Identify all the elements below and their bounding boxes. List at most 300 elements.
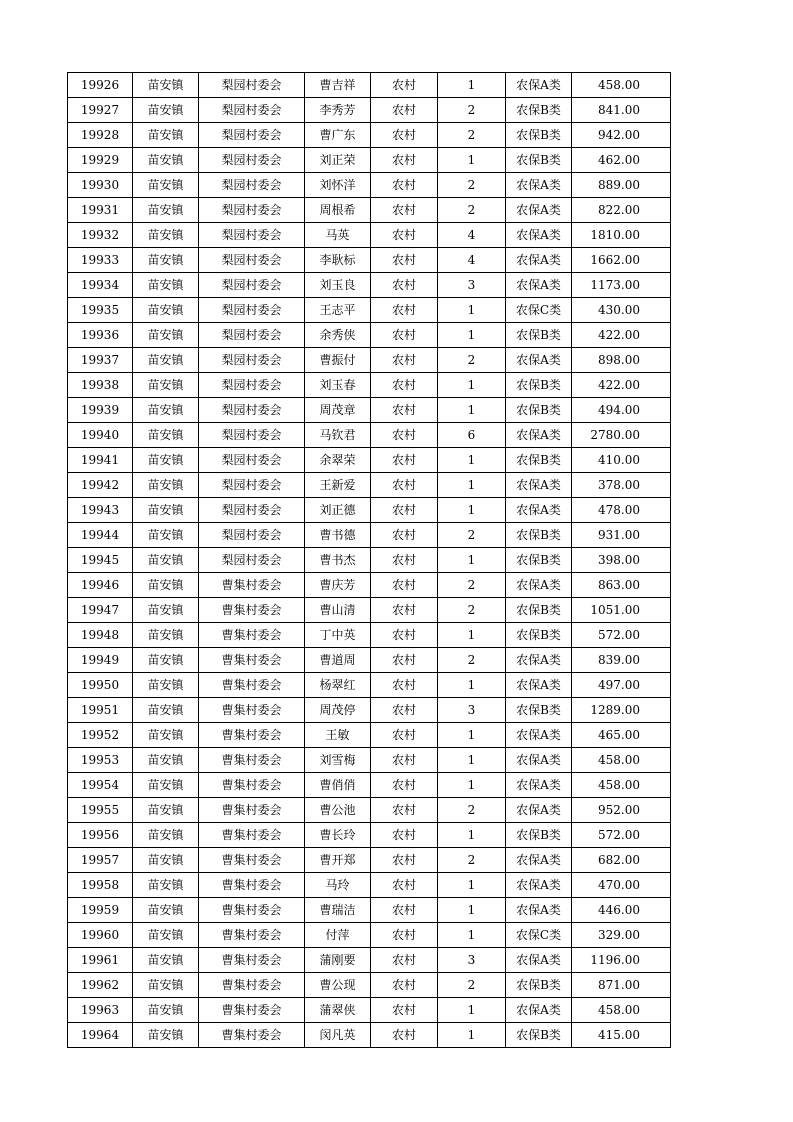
- village-committee-cell: 梨园村委会: [199, 523, 305, 548]
- town-cell: 苗安镇: [133, 523, 199, 548]
- name-cell: 王志平: [305, 298, 371, 323]
- area-type-cell: 农村: [371, 298, 438, 323]
- village-committee-cell: 梨园村委会: [199, 473, 305, 498]
- table-row: [68, 973, 671, 998]
- village-committee-cell: 曹集村委会: [199, 823, 305, 848]
- area-type-cell: 农村: [371, 523, 438, 548]
- area-type-cell: 农村: [371, 373, 438, 398]
- amount-cell: 839.00: [572, 648, 671, 673]
- name-cell: 曹吉祥: [305, 73, 371, 98]
- family-size-cell: 1: [438, 448, 506, 473]
- village-committee-cell: 梨园村委会: [199, 323, 305, 348]
- family-size-cell: 1: [438, 73, 506, 98]
- table-row: [68, 673, 671, 698]
- town-cell: 苗安镇: [133, 723, 199, 748]
- record-id-cell: 19933: [68, 248, 133, 273]
- area-type-cell: 农村: [371, 273, 438, 298]
- town-cell: 苗安镇: [133, 848, 199, 873]
- family-size-cell: 1: [438, 298, 506, 323]
- record-id-cell: 19950: [68, 673, 133, 698]
- family-size-cell: 1: [438, 398, 506, 423]
- town-cell: 苗安镇: [133, 473, 199, 498]
- table-row: [68, 148, 671, 173]
- village-committee-cell: 曹集村委会: [199, 923, 305, 948]
- amount-cell: 2780.00: [572, 423, 671, 448]
- insurance-category-cell: 农保A类: [506, 423, 572, 448]
- table-row: [68, 723, 671, 748]
- name-cell: 王新爱: [305, 473, 371, 498]
- amount-cell: 458.00: [572, 998, 671, 1023]
- insurance-category-cell: 农保A类: [506, 73, 572, 98]
- name-cell: 付萍: [305, 923, 371, 948]
- village-committee-cell: 曹集村委会: [199, 948, 305, 973]
- area-type-cell: 农村: [371, 698, 438, 723]
- name-cell: 马钦君: [305, 423, 371, 448]
- insurance-category-cell: 农保A类: [506, 873, 572, 898]
- town-cell: 苗安镇: [133, 823, 199, 848]
- table-row: [68, 73, 671, 98]
- name-cell: 王敏: [305, 723, 371, 748]
- insurance-category-cell: 农保A类: [506, 273, 572, 298]
- table-row: [68, 548, 671, 573]
- area-type-cell: 农村: [371, 1023, 438, 1048]
- town-cell: 苗安镇: [133, 398, 199, 423]
- name-cell: 马英: [305, 223, 371, 248]
- town-cell: 苗安镇: [133, 373, 199, 398]
- insurance-category-cell: 农保A类: [506, 898, 572, 923]
- family-size-cell: 2: [438, 598, 506, 623]
- record-id-cell: 19927: [68, 98, 133, 123]
- amount-cell: 952.00: [572, 798, 671, 823]
- insurance-category-cell: 农保B类: [506, 823, 572, 848]
- table-row: [68, 273, 671, 298]
- record-id-cell: 19947: [68, 598, 133, 623]
- name-cell: 曹公池: [305, 798, 371, 823]
- name-cell: 曹道周: [305, 648, 371, 673]
- table-row: [68, 498, 671, 523]
- amount-cell: 465.00: [572, 723, 671, 748]
- area-type-cell: 农村: [371, 423, 438, 448]
- record-id-cell: 19955: [68, 798, 133, 823]
- insurance-category-cell: 农保A类: [506, 673, 572, 698]
- amount-cell: 1289.00: [572, 698, 671, 723]
- name-cell: 曹山清: [305, 598, 371, 623]
- town-cell: 苗安镇: [133, 298, 199, 323]
- village-committee-cell: 梨园村委会: [199, 73, 305, 98]
- amount-cell: 889.00: [572, 173, 671, 198]
- name-cell: 刘正德: [305, 498, 371, 523]
- family-size-cell: 1: [438, 873, 506, 898]
- village-committee-cell: 梨园村委会: [199, 98, 305, 123]
- area-type-cell: 农村: [371, 98, 438, 123]
- name-cell: 刘玉春: [305, 373, 371, 398]
- record-id-cell: 19943: [68, 498, 133, 523]
- town-cell: 苗安镇: [133, 573, 199, 598]
- record-id-cell: 19942: [68, 473, 133, 498]
- amount-cell: 462.00: [572, 148, 671, 173]
- village-committee-cell: 梨园村委会: [199, 348, 305, 373]
- village-committee-cell: 梨园村委会: [199, 148, 305, 173]
- town-cell: 苗安镇: [133, 548, 199, 573]
- name-cell: 闵凡英: [305, 1023, 371, 1048]
- village-committee-cell: 曹集村委会: [199, 673, 305, 698]
- table-row: [68, 948, 671, 973]
- table-row: [68, 648, 671, 673]
- town-cell: 苗安镇: [133, 773, 199, 798]
- insurance-category-cell: 农保B类: [506, 973, 572, 998]
- area-type-cell: 农村: [371, 823, 438, 848]
- name-cell: 刘正荣: [305, 148, 371, 173]
- name-cell: 丁中英: [305, 623, 371, 648]
- area-type-cell: 农村: [371, 348, 438, 373]
- table-row: [68, 448, 671, 473]
- town-cell: 苗安镇: [133, 798, 199, 823]
- family-size-cell: 4: [438, 223, 506, 248]
- family-size-cell: 3: [438, 698, 506, 723]
- family-size-cell: 1: [438, 773, 506, 798]
- town-cell: 苗安镇: [133, 923, 199, 948]
- amount-cell: 378.00: [572, 473, 671, 498]
- village-committee-cell: 梨园村委会: [199, 448, 305, 473]
- family-size-cell: 6: [438, 423, 506, 448]
- family-size-cell: 1: [438, 323, 506, 348]
- table-row: [68, 698, 671, 723]
- record-id-cell: 19949: [68, 648, 133, 673]
- name-cell: 曹俏俏: [305, 773, 371, 798]
- amount-cell: 682.00: [572, 848, 671, 873]
- village-committee-cell: 曹集村委会: [199, 873, 305, 898]
- village-committee-cell: 曹集村委会: [199, 698, 305, 723]
- village-committee-cell: 梨园村委会: [199, 198, 305, 223]
- table-row: [68, 773, 671, 798]
- town-cell: 苗安镇: [133, 98, 199, 123]
- family-size-cell: 2: [438, 523, 506, 548]
- table-row: [68, 223, 671, 248]
- insurance-category-cell: 农保B类: [506, 398, 572, 423]
- insurance-category-cell: 农保B类: [506, 623, 572, 648]
- table-row: [68, 848, 671, 873]
- amount-cell: 446.00: [572, 898, 671, 923]
- table-body: [68, 73, 671, 1048]
- area-type-cell: 农村: [371, 223, 438, 248]
- village-committee-cell: 梨园村委会: [199, 298, 305, 323]
- area-type-cell: 农村: [371, 148, 438, 173]
- record-id-cell: 19928: [68, 123, 133, 148]
- table-row: [68, 798, 671, 823]
- insurance-category-cell: 农保A类: [506, 798, 572, 823]
- table-row: [68, 373, 671, 398]
- table-row: [68, 623, 671, 648]
- name-cell: 周茂停: [305, 698, 371, 723]
- amount-cell: 329.00: [572, 923, 671, 948]
- family-size-cell: 1: [438, 723, 506, 748]
- area-type-cell: 农村: [371, 873, 438, 898]
- town-cell: 苗安镇: [133, 898, 199, 923]
- family-size-cell: 2: [438, 848, 506, 873]
- record-id-cell: 19964: [68, 1023, 133, 1048]
- insurance-category-cell: 农保A类: [506, 648, 572, 673]
- insurance-category-cell: 农保A类: [506, 348, 572, 373]
- insurance-category-cell: 农保B类: [506, 98, 572, 123]
- record-id-cell: 19954: [68, 773, 133, 798]
- table-row: [68, 998, 671, 1023]
- family-size-cell: 2: [438, 798, 506, 823]
- record-id-cell: 19946: [68, 573, 133, 598]
- table-row: [68, 898, 671, 923]
- record-id-cell: 19952: [68, 723, 133, 748]
- village-committee-cell: 梨园村委会: [199, 548, 305, 573]
- name-cell: 李秀芳: [305, 98, 371, 123]
- family-size-cell: 1: [438, 148, 506, 173]
- record-id-cell: 19935: [68, 298, 133, 323]
- table-row: [68, 1023, 671, 1048]
- village-committee-cell: 梨园村委会: [199, 423, 305, 448]
- amount-cell: 1662.00: [572, 248, 671, 273]
- amount-cell: 1051.00: [572, 598, 671, 623]
- name-cell: 周根希: [305, 198, 371, 223]
- village-committee-cell: 曹集村委会: [199, 798, 305, 823]
- insurance-category-cell: 农保A类: [506, 573, 572, 598]
- record-id-cell: 19951: [68, 698, 133, 723]
- record-id-cell: 19939: [68, 398, 133, 423]
- village-committee-cell: 梨园村委会: [199, 498, 305, 523]
- village-committee-cell: 曹集村委会: [199, 648, 305, 673]
- record-id-cell: 19945: [68, 548, 133, 573]
- area-type-cell: 农村: [371, 848, 438, 873]
- village-committee-cell: 曹集村委会: [199, 598, 305, 623]
- name-cell: 刘雪梅: [305, 748, 371, 773]
- name-cell: 曹书杰: [305, 548, 371, 573]
- area-type-cell: 农村: [371, 73, 438, 98]
- insurance-category-cell: 农保A类: [506, 773, 572, 798]
- name-cell: 马玲: [305, 873, 371, 898]
- insurance-category-cell: 农保B类: [506, 373, 572, 398]
- town-cell: 苗安镇: [133, 173, 199, 198]
- village-committee-cell: 曹集村委会: [199, 748, 305, 773]
- insurance-category-cell: 农保B类: [506, 448, 572, 473]
- insurance-category-cell: 农保B类: [506, 598, 572, 623]
- town-cell: 苗安镇: [133, 998, 199, 1023]
- insurance-category-cell: 农保C类: [506, 298, 572, 323]
- insurance-category-cell: 农保B类: [506, 698, 572, 723]
- record-id-cell: 19948: [68, 623, 133, 648]
- area-type-cell: 农村: [371, 673, 438, 698]
- family-size-cell: 1: [438, 923, 506, 948]
- insurance-category-cell: 农保A类: [506, 198, 572, 223]
- area-type-cell: 农村: [371, 998, 438, 1023]
- town-cell: 苗安镇: [133, 273, 199, 298]
- name-cell: 曹广东: [305, 123, 371, 148]
- insurance-category-cell: 农保A类: [506, 748, 572, 773]
- area-type-cell: 农村: [371, 623, 438, 648]
- name-cell: 刘怀洋: [305, 173, 371, 198]
- amount-cell: 822.00: [572, 198, 671, 223]
- family-size-cell: 1: [438, 623, 506, 648]
- area-type-cell: 农村: [371, 598, 438, 623]
- name-cell: 余秀侠: [305, 323, 371, 348]
- record-id-cell: 19961: [68, 948, 133, 973]
- area-type-cell: 农村: [371, 473, 438, 498]
- area-type-cell: 农村: [371, 798, 438, 823]
- area-type-cell: 农村: [371, 398, 438, 423]
- record-id-cell: 19962: [68, 973, 133, 998]
- area-type-cell: 农村: [371, 773, 438, 798]
- area-type-cell: 农村: [371, 323, 438, 348]
- family-size-cell: 1: [438, 748, 506, 773]
- amount-cell: 871.00: [572, 973, 671, 998]
- area-type-cell: 农村: [371, 923, 438, 948]
- name-cell: 曹开郑: [305, 848, 371, 873]
- village-committee-cell: 曹集村委会: [199, 1023, 305, 1048]
- amount-cell: 1810.00: [572, 223, 671, 248]
- town-cell: 苗安镇: [133, 223, 199, 248]
- town-cell: 苗安镇: [133, 648, 199, 673]
- family-size-cell: 1: [438, 898, 506, 923]
- village-committee-cell: 梨园村委会: [199, 223, 305, 248]
- insurance-category-cell: 农保A类: [506, 173, 572, 198]
- record-id-cell: 19934: [68, 273, 133, 298]
- area-type-cell: 农村: [371, 173, 438, 198]
- town-cell: 苗安镇: [133, 198, 199, 223]
- village-committee-cell: 曹集村委会: [199, 723, 305, 748]
- insurance-category-cell: 农保A类: [506, 723, 572, 748]
- area-type-cell: 农村: [371, 723, 438, 748]
- table-row: [68, 323, 671, 348]
- town-cell: 苗安镇: [133, 598, 199, 623]
- area-type-cell: 农村: [371, 548, 438, 573]
- record-id-cell: 19930: [68, 173, 133, 198]
- record-id-cell: 19932: [68, 223, 133, 248]
- amount-cell: 430.00: [572, 298, 671, 323]
- amount-cell: 863.00: [572, 573, 671, 598]
- village-committee-cell: 曹集村委会: [199, 773, 305, 798]
- town-cell: 苗安镇: [133, 973, 199, 998]
- town-cell: 苗安镇: [133, 248, 199, 273]
- area-type-cell: 农村: [371, 973, 438, 998]
- town-cell: 苗安镇: [133, 323, 199, 348]
- village-committee-cell: 梨园村委会: [199, 173, 305, 198]
- amount-cell: 931.00: [572, 523, 671, 548]
- record-id-cell: 19944: [68, 523, 133, 548]
- family-size-cell: 2: [438, 573, 506, 598]
- town-cell: 苗安镇: [133, 673, 199, 698]
- family-size-cell: 2: [438, 173, 506, 198]
- amount-cell: 470.00: [572, 873, 671, 898]
- village-committee-cell: 梨园村委会: [199, 123, 305, 148]
- village-committee-cell: 曹集村委会: [199, 898, 305, 923]
- family-size-cell: 1: [438, 823, 506, 848]
- town-cell: 苗安镇: [133, 148, 199, 173]
- area-type-cell: 农村: [371, 248, 438, 273]
- insurance-category-cell: 农保C类: [506, 923, 572, 948]
- record-id-cell: 19926: [68, 73, 133, 98]
- family-size-cell: 2: [438, 348, 506, 373]
- family-size-cell: 1: [438, 998, 506, 1023]
- table-row: [68, 173, 671, 198]
- family-size-cell: 3: [438, 948, 506, 973]
- village-committee-cell: 梨园村委会: [199, 373, 305, 398]
- table-row: [68, 573, 671, 598]
- amount-cell: 572.00: [572, 623, 671, 648]
- record-id-cell: 19940: [68, 423, 133, 448]
- village-committee-cell: 梨园村委会: [199, 273, 305, 298]
- name-cell: 蒲刚要: [305, 948, 371, 973]
- village-committee-cell: 曹集村委会: [199, 623, 305, 648]
- insurance-category-cell: 农保A类: [506, 223, 572, 248]
- insurance-category-cell: 农保A类: [506, 848, 572, 873]
- insurance-category-cell: 农保A类: [506, 498, 572, 523]
- amount-cell: 458.00: [572, 73, 671, 98]
- town-cell: 苗安镇: [133, 698, 199, 723]
- village-committee-cell: 曹集村委会: [199, 973, 305, 998]
- record-id-cell: 19929: [68, 148, 133, 173]
- town-cell: 苗安镇: [133, 748, 199, 773]
- area-type-cell: 农村: [371, 748, 438, 773]
- village-committee-cell: 曹集村委会: [199, 848, 305, 873]
- family-size-cell: 1: [438, 498, 506, 523]
- amount-cell: 1196.00: [572, 948, 671, 973]
- insurance-category-cell: 农保B类: [506, 123, 572, 148]
- name-cell: 曹振付: [305, 348, 371, 373]
- insurance-category-cell: 农保B类: [506, 323, 572, 348]
- table-row: [68, 123, 671, 148]
- table-row: [68, 598, 671, 623]
- table-row: [68, 823, 671, 848]
- insurance-category-cell: 农保A类: [506, 248, 572, 273]
- table-row: [68, 298, 671, 323]
- amount-cell: 494.00: [572, 398, 671, 423]
- data-table: [67, 72, 671, 1048]
- amount-cell: 415.00: [572, 1023, 671, 1048]
- town-cell: 苗安镇: [133, 873, 199, 898]
- family-size-cell: 2: [438, 198, 506, 223]
- table-row: [68, 923, 671, 948]
- area-type-cell: 农村: [371, 648, 438, 673]
- amount-cell: 410.00: [572, 448, 671, 473]
- area-type-cell: 农村: [371, 448, 438, 473]
- amount-cell: 458.00: [572, 773, 671, 798]
- area-type-cell: 农村: [371, 123, 438, 148]
- town-cell: 苗安镇: [133, 623, 199, 648]
- town-cell: 苗安镇: [133, 123, 199, 148]
- record-id-cell: 19938: [68, 373, 133, 398]
- name-cell: 周茂章: [305, 398, 371, 423]
- town-cell: 苗安镇: [133, 1023, 199, 1048]
- village-committee-cell: 梨园村委会: [199, 398, 305, 423]
- family-size-cell: 2: [438, 648, 506, 673]
- amount-cell: 572.00: [572, 823, 671, 848]
- town-cell: 苗安镇: [133, 73, 199, 98]
- table-row: [68, 348, 671, 373]
- insurance-category-cell: 农保A类: [506, 948, 572, 973]
- amount-cell: 422.00: [572, 373, 671, 398]
- amount-cell: 458.00: [572, 748, 671, 773]
- name-cell: 曹庆芳: [305, 573, 371, 598]
- insurance-category-cell: 农保A类: [506, 998, 572, 1023]
- table-row: [68, 198, 671, 223]
- family-size-cell: 3: [438, 273, 506, 298]
- amount-cell: 422.00: [572, 323, 671, 348]
- record-id-cell: 19958: [68, 873, 133, 898]
- town-cell: 苗安镇: [133, 948, 199, 973]
- name-cell: 李耿标: [305, 248, 371, 273]
- town-cell: 苗安镇: [133, 448, 199, 473]
- area-type-cell: 农村: [371, 198, 438, 223]
- record-id-cell: 19941: [68, 448, 133, 473]
- family-size-cell: 2: [438, 123, 506, 148]
- table-row: [68, 523, 671, 548]
- amount-cell: 497.00: [572, 673, 671, 698]
